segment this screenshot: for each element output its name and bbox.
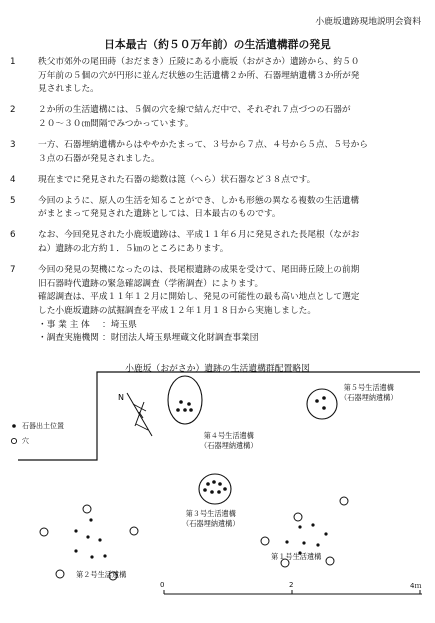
item-text-line: 旧石器時代遺跡の緊急確認調査（学術調査）によります。 [38, 278, 264, 289]
legend-hole-label: 穴 [22, 437, 29, 445]
feature-2-living-feature [40, 505, 138, 580]
feature-1-label [271, 552, 321, 562]
item-text-line: 一方、石器埋納遺構からはややかたまって、３号から７点、４号から５点、５号から [38, 139, 368, 150]
survey-value: ：埼玉県 [102, 319, 137, 330]
feature-3-stone-cache [199, 474, 231, 504]
item-text-line: 今回の発見の契機になったのは、長尾根遺跡の成果を受けて、尾田蒔丘陵上の前期 [38, 265, 360, 276]
item-text-line: なお、今回発見された小鹿坂遺跡は、平成１１年６月に発見された長尾根（ながお [38, 230, 360, 241]
feature-4-stone-cache [168, 376, 202, 424]
document-header: 小鹿坂遺跡現地説明会資料 [315, 17, 421, 27]
item-text-line: した小鹿坂遺跡の試掘調査を平成１２年１月１８日から実施しました。 [38, 305, 316, 316]
scale-bar [164, 590, 422, 594]
survey-key: ・事 業 主 体 [38, 319, 90, 330]
item-number: 4 [10, 174, 16, 185]
hole-legend-circle [11, 438, 16, 443]
item-text-line: 秩父市郊外の尾田蒔（おだまき）丘陵にある小鹿坂（おがさか）遺跡から、約５０ [38, 57, 360, 67]
scale-tick-label: 0 [160, 581, 165, 589]
item-number: 7 [10, 265, 16, 276]
item-number: 3 [10, 139, 16, 150]
item-number: 1 [10, 57, 16, 67]
item-text-line: 今回のように、原人の生活を知ることができ、しかも形態の異なる複数の生活遺構 [38, 195, 360, 206]
map-title: 小鹿坂（おがさか）遺跡の生活遺構群配置略図 [125, 364, 310, 374]
feature-3-label-line: （石器埋納遺構） [182, 519, 240, 528]
survey-key: ・調査実施機関 [38, 333, 99, 344]
feature-2-label [76, 570, 126, 580]
item-text-line: 確認調査は、平成１１年１２月に開始し、発見の可能性の最も高い地点として選定 [38, 292, 360, 303]
item-text-line: 現在までに発見された石器の総数は箆（へら）状石器など３８点です。 [38, 174, 316, 185]
feature-4-label [200, 431, 258, 451]
survey-value: ：財団法人埼玉県埋蔵文化財調査事業団 [102, 333, 259, 344]
item-text-line: ２０～３０㎝間隔でみつかっています。 [38, 118, 194, 129]
legend-stone-label: 石器出土位置 [22, 422, 64, 430]
north-mark: N [118, 393, 124, 402]
scale-tick-label: 4ｍ [410, 582, 422, 590]
scale-tick-label: 2 [289, 581, 294, 589]
item-text-line: ね）遺跡の北方約１．５㎞のところにあります。 [38, 244, 229, 255]
feature-4-label-line: （石器埋納遺構） [200, 441, 258, 450]
item-text-line: ２か所の生活遺構には、５個の穴を線で結んだ中で、それぞれ７点づつの石器が [38, 105, 351, 116]
item-number: 6 [10, 230, 16, 241]
feature-3-label [182, 509, 240, 529]
feature-5-label-line: （石器埋納遺構） [340, 393, 398, 402]
item-text-line: ３点の石器が発見されました。 [38, 153, 160, 164]
feature-2-label-line: 第２号生活遺構 [76, 570, 127, 579]
feature-1-label-line: 第１号生活遺構 [271, 552, 322, 561]
document-title: 日本最古（約５０万年前）の生活遺構群の発見 [104, 38, 331, 51]
north-arrow-icon [118, 393, 152, 436]
item-text-line: がまとまって発見された遺跡としては、日本最古のものです。 [38, 209, 281, 220]
feature-5-label [340, 383, 398, 403]
feature-5-stone-cache [307, 389, 337, 419]
item-text-line: 万年前の５個の穴が円形に並んだ状態の生活遺構２か所、石器埋納遺構３か所が発 [38, 70, 360, 81]
item-text-line: 見されました。 [38, 84, 99, 95]
feature-5-label-line: 第５号生活遺構 [343, 383, 394, 392]
item-number: 2 [10, 105, 16, 116]
feature-3-label-line: 第３号生活遺構 [185, 509, 236, 518]
stone-legend-dot [12, 424, 16, 428]
item-number: 5 [10, 195, 16, 206]
feature-4-label-line: 第４号生活遺構 [203, 431, 254, 440]
